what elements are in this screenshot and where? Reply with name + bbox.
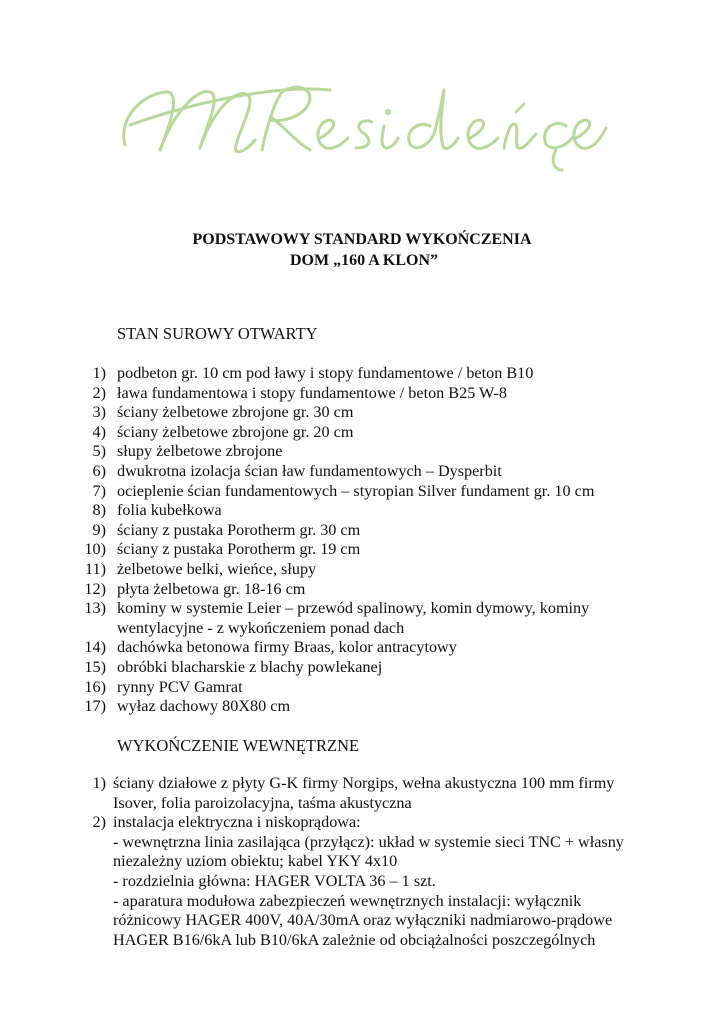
list-item: 8) folia kubełkowa	[92, 501, 222, 520]
title-line-1: PODSTAWOWY STANDARD WYKOŃCZENIA	[192, 231, 532, 248]
document-title	[0, 229, 724, 271]
list-item: 2) instalacja elektryczna i niskoprądowa: - wewnętrzna linia zasilająca (przyłącz): układ w systemie sieci TNC + własny niezależny uziom obiektu; kabel YKY 4x10 - rozdzielnia główna: HAGER VOLTA 36 – 1 szt. - aparatura modułowa zabezpieczeń wewnętrznych instalacji: wyłącznik różnicowy HAGER 400V, 40A/30mA oraz wyłączniki nadmiarowo-prądowe HAGER B16/6kA lub B10/6kA zależnie od obciążalności poszczególnych	[0, 813, 680, 950]
list-item: 4) ściany żelbetowe zbrojone gr. 20 cm	[92, 422, 354, 441]
list-item: 9) ściany z pustaka Porotherm gr. 30 cm	[92, 520, 361, 539]
list-item: 16) rynny PCV Gamrat	[84, 677, 243, 696]
list-item: 3) ściany żelbetowe zbrojone gr. 30 cm	[92, 403, 354, 422]
section-list-wykonczenie	[0, 774, 680, 950]
list-item: 15) obróbki blacharskie z blachy powlekanej	[84, 657, 383, 676]
list-item: 11) żelbetowe belki, wieńce, słupy	[85, 559, 317, 578]
list-item: 2) ława fundamentowa i stopy fundamentowe / beton B25 W-8	[92, 383, 507, 402]
title-line-2: DOM „160 A KLON”	[289, 252, 438, 269]
sub-item: - rozdzielnia główna: HAGER VOLTA 36 – 1 szt.	[113, 871, 436, 890]
list-item: 1) podbeton gr. 10 cm pod ławy i stopy fundamentowe / beton B10	[92, 364, 534, 382]
list-item: 1) ściany działowe z płyty G-K firmy Norgips, wełna akustyczna 100 mm firmy Isover, folia paroizolacyjna, taśma akustyczna	[92, 774, 615, 812]
list-item: 6) dwukrotna izolacja ścian ław fundamentowych – Dysperbit	[92, 461, 502, 480]
sub-item: - aparatura modułowa zabezpieczeń wewnętrznych instalacji: wyłącznik różnicowy HAGER 400V, 40A/30mA oraz wyłączniki nadmiarowo-prądowe HAGER B16/6kA lub B10/6kA zależnie od obciążalności poszczególnych	[113, 891, 613, 949]
section-heading-stan-surowy: STAN SUROWY OTWARTY	[117, 324, 318, 343]
list-item: 10) ściany z pustaka Porotherm gr. 19 cm	[84, 540, 361, 559]
list-item: 14) dachówka betonowa firmy Braas, kolor antracytowy	[84, 638, 457, 657]
list-item: 5) słupy żelbetowe zbrojone	[92, 442, 283, 461]
list-item: 7) ocieplenie ścian fundamentowych – styropian Silver fundament gr. 10 cm	[92, 481, 595, 500]
list-item: 12) płyta żelbetowa gr. 18-16 cm	[84, 579, 306, 598]
list-item: 13) kominy w systemie Leier – przewód spalinowy, komin dymowy, kominy wentylacyjne - z wykończeniem ponad dach	[84, 599, 590, 637]
section-heading-wykonczenie: WYKOŃCZENIE WEWNĘTRZNE	[117, 736, 360, 755]
list-item: 17) wyłaz dachowy 80X80 cm	[84, 697, 291, 716]
sub-item: - wewnętrzna linia zasilająca (przyłącz): układ w systemie sieci TNC + własny niezależny uziom obiektu; kabel YKY 4x10	[113, 832, 624, 871]
mresidence-logo	[0, 0, 724, 200]
section-list-stan-surowy	[0, 364, 680, 717]
